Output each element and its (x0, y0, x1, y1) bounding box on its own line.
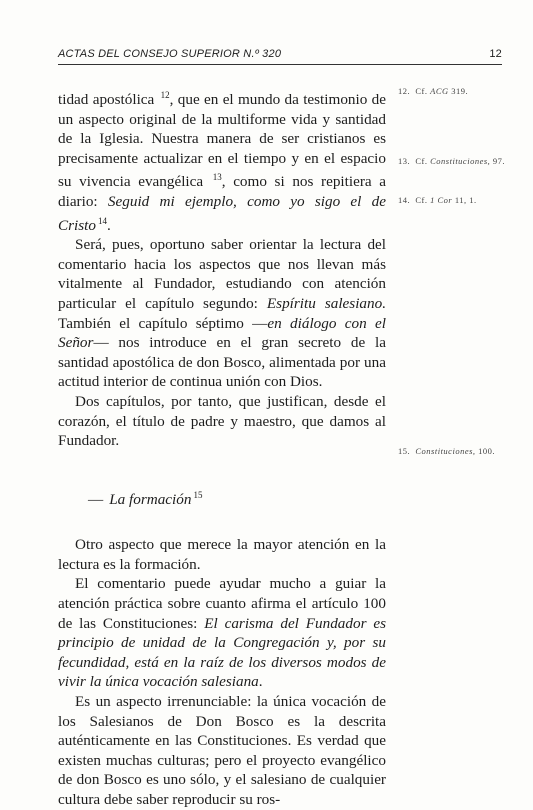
footnote-ref-12[interactable]: 12 (160, 90, 170, 100)
article-quote: El carisma del Fundador es principio de unidad de la Congregación y, por su fecundidad, está en la raíz de los diversos modos de vivir la única vocación salesiana (58, 614, 386, 691)
header-rule (58, 64, 502, 65)
quote-text: Seguid mi ejemplo, como yo sigo el de Cristo (58, 192, 386, 234)
footnote-14: 14. Cf. 1 Cor 11, 1. (398, 195, 477, 205)
paragraph-5: El comentario puede ayudar mucho a guiar la atención práctica sobre cuanto afirma el artículo 100 de las Constituciones: El carisma del Fundador es principio de unidad de la Congregación y, por su fecundidad, está en la raíz de los diversos modos de vivir la única vocación salesiana. (58, 575, 386, 691)
section-title: La formación (109, 490, 192, 508)
footnote-ref-13[interactable]: 13 (212, 172, 222, 183)
paragraph-1: tidad apostólica $^{12}$, que en el mundo da testimonio de un aspecto original de la multiforme vida y santidad de la Iglesia. Nuestra manera de ser cristianos es precisamente actualizar en el tiempo y en el espacio su vivencia evangélica $^{13}$, como si nos repitiera a diario: Seguid mi ejemplo, como yo sigo el de Cristo $^{14}$. (58, 90, 386, 234)
paragraph-4: Otro aspecto que merece la mayor atención en la lectura es la formación. (58, 536, 386, 573)
section-heading: — La formación $^{15}$ (88, 489, 203, 508)
paragraph-3: Dos capítulos, por tanto, que justifican, desde el corazón, el título de padre y maestro, que damos al Fundador. (58, 392, 386, 450)
page-number: 12 (489, 48, 502, 60)
paragraph-2: Será, pues, oportuno saber orientar la lectura del comentario hacia los aspectos que nos llevan más vitalmente al Fundador, estudiando con atención particular el capítulo segundo: Espíritu salesiano. También el capítulo séptimo —en diálogo con el Señor— nos introduce en el gran secreto de la santidad apostólica de don Bosco, alimentada por una actitud interior de continua unión con Dios. (58, 236, 387, 391)
header-title: ACTAS DEL CONSEJO SUPERIOR N.º 320 (58, 48, 282, 60)
chapter-title-espiritu: Espíritu salesiano. (266, 294, 387, 312)
running-header (58, 48, 502, 64)
main-text-column (58, 86, 386, 810)
paragraph-6: Es un aspecto irrenunciable: la única vocación de los Salesianos de Don Bosco es la descrita auténticamente en las Constituciones. Es verdad que existen muchas culturas; pero el proyecto evangélico de don Bosco es uno sólo, y el salesiano de cualquier cultura debe saber reproducir su ros- (58, 693, 386, 808)
footnote-ref-14[interactable]: 14 (97, 215, 107, 226)
footnote-13: 13. Cf. Constituciones, 97. (398, 156, 506, 166)
footnote-15: 15. Constituciones, 100. (398, 446, 496, 456)
footnote-12: 12. Cf. ACG 319. (398, 86, 469, 96)
chapter-title-dialogo: en diálogo con el Señor (58, 314, 386, 352)
footnote-ref-15[interactable]: 15 (193, 489, 203, 500)
